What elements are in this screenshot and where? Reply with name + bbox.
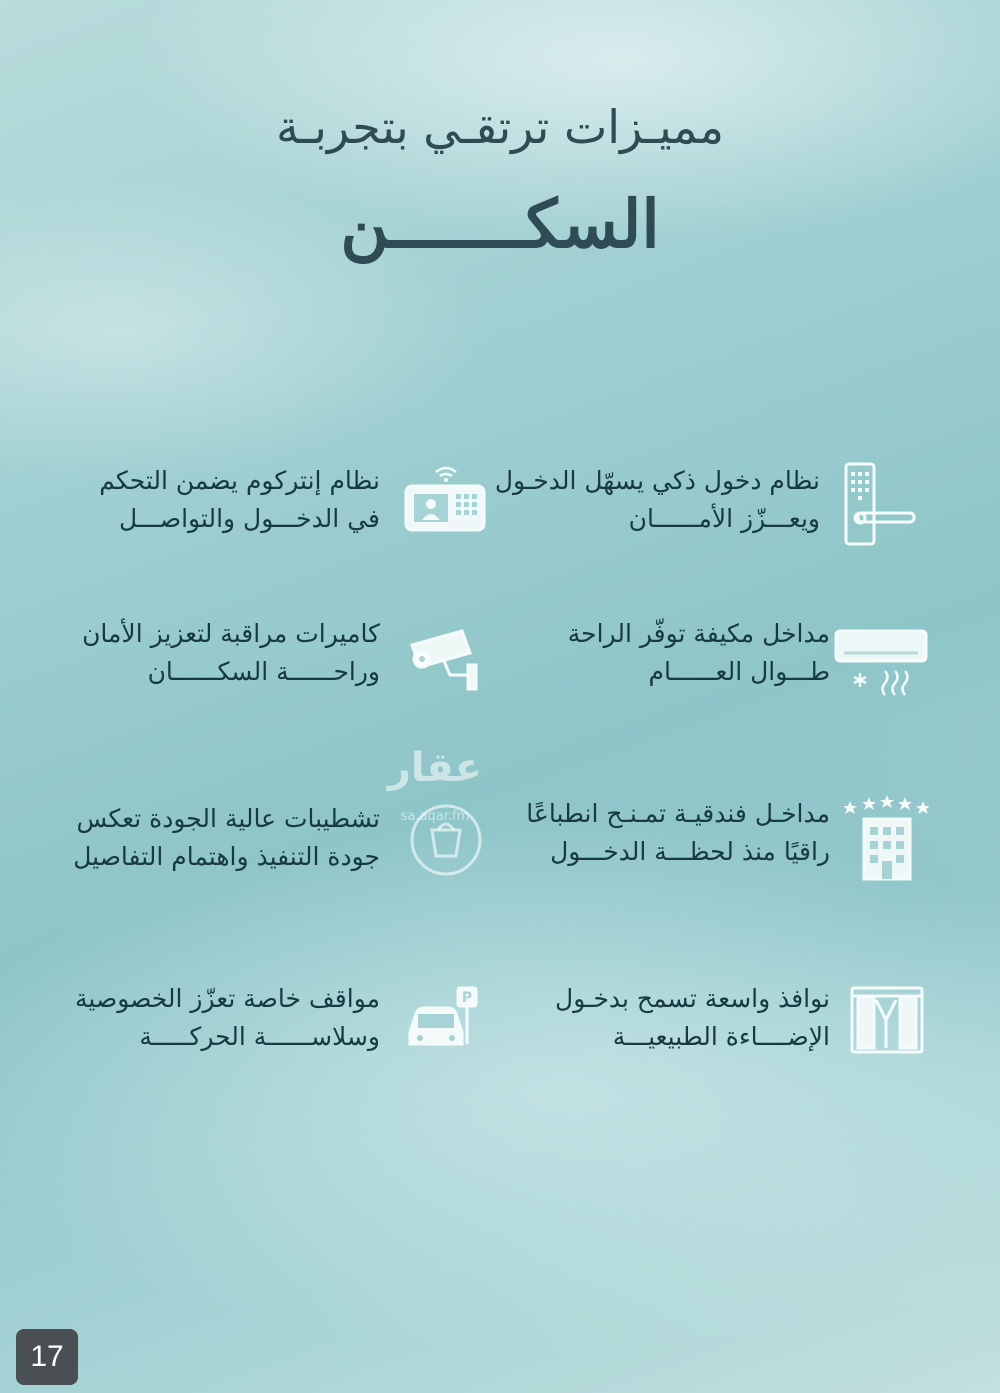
feature-air-conditioned <box>500 615 930 725</box>
hotel-building-icon <box>842 795 930 881</box>
feature-security-cameras <box>60 615 490 725</box>
feature-line: طـــوال العــــــام <box>648 657 830 686</box>
feature-line: راقيًا منذ لحظـــة الدخـــول <box>550 837 830 866</box>
intercom-icon <box>402 462 490 548</box>
air-conditioner-icon <box>830 615 930 701</box>
feature-line: مداخـل فندقيـة تمـنـح انطباعًا <box>526 799 830 828</box>
feature-private-parking <box>60 980 490 1090</box>
feature-line: نوافذ واسعة تسمح بدخـول <box>555 984 830 1013</box>
feature-line: نظام إنتركوم يضمن التحكم <box>99 466 380 495</box>
window-icon <box>842 980 930 1066</box>
feature-line: مداخل مكيفة توفّر الراحة <box>567 619 830 648</box>
feature-line: تشطيبات عالية الجودة تعكس <box>76 804 380 833</box>
feature-line: جودة التنفيذ واهتمام التفاصيل <box>73 842 380 871</box>
feature-line: وسلاســــــة الحركـــــة <box>139 1022 380 1051</box>
feature-line: مواقف خاصة تعزّز الخصوصية <box>75 984 380 1013</box>
feature-line: في الدخـــول والتواصـــل <box>118 504 380 533</box>
feature-line: كاميرات مراقبة لتعزيز الأمان <box>82 619 380 648</box>
feature-line: وراحــــــة السكــــــان <box>147 657 380 686</box>
feature-smart-entry <box>490 462 920 572</box>
security-camera-icon <box>402 615 490 701</box>
feature-hotel-entrances <box>500 795 930 905</box>
page-title-line2: السكـــــــن <box>340 185 660 263</box>
feature-line: الإضــــاءة الطبيعيـــة <box>612 1022 830 1051</box>
feature-intercom <box>60 462 490 572</box>
smart-lock-icon <box>832 462 920 548</box>
page-title-line1: مميـزات ترتقـي بتجربـة <box>275 100 725 154</box>
page-number-badge: 17 <box>16 1329 78 1385</box>
parking-icon <box>402 980 490 1066</box>
feature-wide-windows <box>500 980 930 1090</box>
watermark-logo <box>370 745 500 855</box>
svg-text:P: P <box>461 990 473 1006</box>
feature-line: نظام دخول ذكي يسهّل الدخـول <box>494 466 820 495</box>
feature-line: ويعـــزّز الأمــــــان <box>628 504 820 533</box>
watermark-text: عقار <box>387 745 483 791</box>
watermark-url: sa.aqar.fm <box>400 809 470 824</box>
